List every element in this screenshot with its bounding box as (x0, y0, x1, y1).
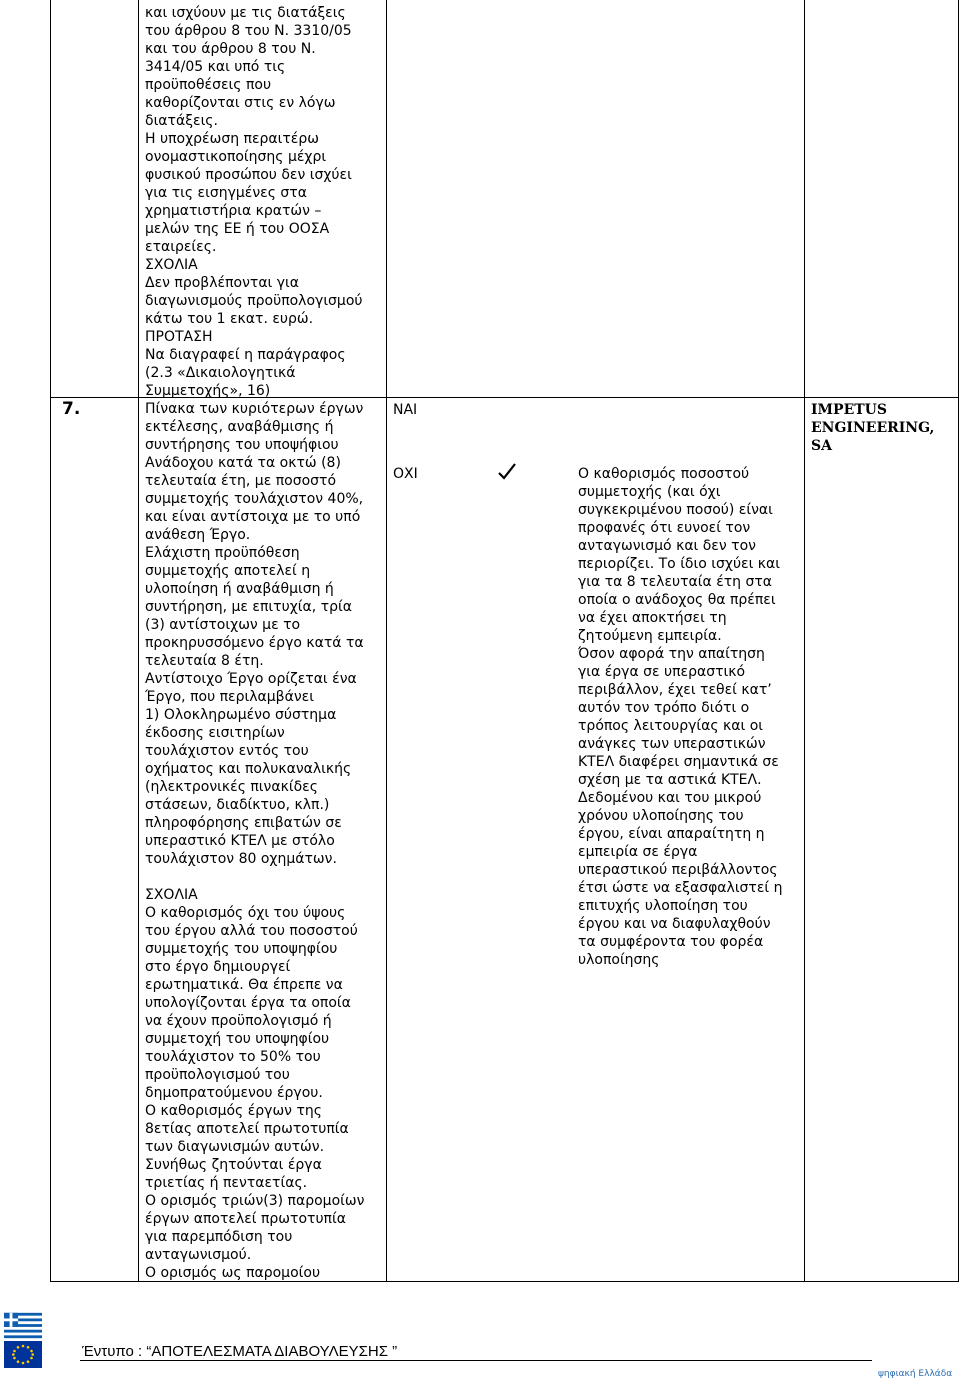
no-option: ΟΧΙ (393, 466, 418, 482)
comment-line: τρόπος λειτουργίας και οι (578, 718, 764, 734)
comment-line: περιβάλλον, έχει τεθεί κατ’ (578, 682, 772, 698)
text-line: προϋπολογισμού του (145, 1067, 290, 1083)
text-line: Έργο, που περιλαμβάνει (145, 689, 314, 705)
comment-line: να έχει αποκτήσει τη (578, 610, 727, 626)
comment-line: εμπειρία σε έργα (578, 844, 698, 860)
comment-line: συγκεκριμένου ποσού) είναι (578, 502, 773, 518)
text-line: στο έργο δημιουργεί (145, 959, 291, 975)
footer-rule (80, 1360, 872, 1361)
text-line: συμμετοχής τουλάχιστον 40%, (145, 491, 364, 507)
text-line: προκηρυσσόμενο έργο κατά τα (145, 635, 364, 651)
text-line: τουλάχιστον το 50% του (145, 1049, 321, 1065)
requirement-text-prev (145, 4, 385, 400)
text-line: συντήρηση, με επιτυχία, τρία (145, 599, 352, 615)
text-line: Πίνακα των κυριότερων έργων (145, 401, 364, 417)
text-line: συμμετοχή του υποψηφίου (145, 1031, 330, 1047)
text-line: (2.3 «Δικαιολογητικά (145, 365, 296, 381)
text-line: Δεν προβλέπονται για (145, 275, 299, 291)
text-line: Ο ορισμός τριών(3) παρομοίων (145, 1193, 365, 1209)
text-line: Ο καθορισμός έργων της (145, 1103, 322, 1119)
text-line: καθορίζονται στις εν λόγω (145, 95, 336, 111)
text-line: και είναι αντίστοιχα με το υπό (145, 509, 361, 525)
comment-line: σχέση με τα αστικά ΚΤΕΛ. (578, 772, 762, 788)
yes-option: ΝΑΙ (393, 402, 418, 418)
comment-line: επιτυχής υλοποίηση του (578, 898, 748, 914)
text-line: Αντίστοιχο Έργο ορίζεται ένα (145, 671, 357, 687)
vendor-line: IMPETUS (811, 402, 887, 418)
text-line: συντήρησης του υποψήφιου (145, 437, 339, 453)
text-line: φυσικού προσώπου δεν ισχύει (145, 167, 352, 183)
vendor-line: SA (811, 438, 832, 454)
text-line: έργων αποτελεί πρωτοτυπία (145, 1211, 346, 1227)
vendor-name (811, 401, 951, 455)
text-line: να έχουν προϋπολογισμό ή (145, 1013, 332, 1029)
text-line: Συμμετοχής», 16) (145, 383, 271, 399)
comment-line: έτσι ώστε να εξασφαλιστεί η (578, 880, 783, 896)
eu-flag-icon (4, 1341, 42, 1368)
comment-line: αυτόν τον τρόπο διότι ο (578, 700, 750, 716)
greek-flag-icon (4, 1312, 42, 1339)
text-line: ΣΧΟΛΙΑ (145, 887, 198, 903)
text-line: για τις εισηγμένες στα (145, 185, 307, 201)
table-border-left (50, 0, 51, 1282)
text-line: Να διαγραφεί η παράγραφος (145, 347, 346, 363)
comment-line: ανταγωνισμό και δεν τον (578, 538, 756, 554)
check-icon (497, 462, 517, 482)
text-line: χρηματιστήρια κρατών – (145, 203, 322, 219)
comment-line: έργου και να διαφυλαχθούν (578, 916, 771, 932)
text-line: 3414/05 και υπό τις (145, 59, 286, 75)
text-line: (ηλεκτρονικές πινακίδες (145, 779, 318, 795)
text-line: των διαγωνισμών αυτών. (145, 1139, 325, 1155)
text-line: συμμετοχής αποτελεί η (145, 563, 311, 579)
comment-line: ΚΤΕΛ διαφέρει σημαντικά σε (578, 754, 779, 770)
text-line: ΣΧΟΛΙΑ (145, 257, 198, 273)
text-line: ανταγωνισμού. (145, 1247, 252, 1263)
comment-line: Ο καθορισμός ποσοστού (578, 466, 750, 482)
text-line: διατάξεις. (145, 113, 218, 129)
text-line: Ελάχιστη προϋπόθεση (145, 545, 300, 561)
comment-line: συμμετοχής (και όχι (578, 484, 721, 500)
text-line: Ο καθορισμός όχι του ύψους (145, 905, 346, 921)
text-line: και ισχύουν με τις διατάξεις (145, 5, 346, 21)
svg-text:ψηφιακή Ελλάδα: ψηφιακή Ελλάδα (878, 1369, 953, 1379)
comment-line: Δεδομένου και του μικρού (578, 790, 762, 806)
text-line: τελευταία 8 έτη. (145, 653, 264, 669)
text-line: μελών της ΕΕ ή του ΟΟΣΑ (145, 221, 330, 237)
comment-line: περιορίζει. Το ίδιο ισχύει και (578, 556, 781, 572)
text-line: ερωτηματικά. Θα έπρεπε να (145, 977, 343, 993)
row-number: 7. (62, 399, 81, 419)
vendor-line: ENGINEERING, (811, 420, 935, 436)
comment-line: προφανές ότι ευνοεί τον (578, 520, 751, 536)
comment-line: τα συμφέροντα του φορέα (578, 934, 764, 950)
text-line: ΠΡΟΤΑΣΗ (145, 329, 213, 345)
response-comment (578, 465, 796, 969)
table-border-right (958, 0, 959, 1282)
text-line: συμμετοχής του υποψηφίου (145, 941, 338, 957)
text-line: τουλάχιστον 80 οχημάτων. (145, 851, 337, 867)
text-line: τριετίας ή πενταετίας. (145, 1175, 308, 1191)
text-line: Ο ορισμός ως παρομοίου (145, 1265, 321, 1281)
text-line: Συνήθως ζητούνται έργα (145, 1157, 322, 1173)
text-line: εκτέλεσης, αναβάθμισης ή (145, 419, 334, 435)
comment-line: ανάγκες των υπεραστικών (578, 736, 766, 752)
text-line: του έργου αλλά του ποσοστού (145, 923, 358, 939)
digital-greece-logo (876, 1362, 956, 1382)
text-line: Η υποχρέωση περαιτέρω (145, 131, 319, 147)
text-line: ονομαστικοποίησης μέχρι (145, 149, 327, 165)
text-line: τουλάχιστον εντός του (145, 743, 309, 759)
text-line: και του άρθρου 8 του Ν. (145, 41, 316, 57)
comment-line: υπεραστικού περιβάλλοντος (578, 862, 778, 878)
text-line: έκδοσης εισιτηρίων (145, 725, 285, 741)
column-divider (804, 0, 805, 1282)
text-line: πληροφόρησης επιβατών σε (145, 815, 342, 831)
text-line: στάσεων, διαδίκτυο, κλπ.) (145, 797, 330, 813)
comment-line: για τα 8 τελευταία έτη στα (578, 574, 773, 590)
text-line: διαγωνισμούς προϋπολογισμού (145, 293, 363, 309)
text-line: προϋποθέσεις που (145, 77, 272, 93)
text-line: κάτω του 1 εκατ. ευρώ. (145, 311, 314, 327)
text-line: 8ετίας αποτελεί πρωτοτυπία (145, 1121, 349, 1137)
text-line: του άρθρου 8 του Ν. 3310/05 (145, 23, 352, 39)
text-line: για παρεμπόδιση του (145, 1229, 293, 1245)
comment-line: Όσον αφορά την απαίτηση (578, 646, 765, 662)
text-line: υλοποίηση ή αναβάθμιση ή (145, 581, 334, 597)
text-line: οχήματος και πολυκαναλικής (145, 761, 352, 777)
comment-line: οποία ο ανάδοχος θα πρέπει (578, 592, 776, 608)
comment-line: υλοποίησης (578, 952, 660, 968)
column-divider (138, 0, 139, 1282)
comment-line: ζητούμενη εμπειρία. (578, 628, 722, 644)
text-line: δημοπρατούμενου έργου. (145, 1085, 323, 1101)
form-title: Έντυπο : “ΑΠΟΤΕΛΕΣΜΑΤΑ ΔΙΑΒΟΥΛΕΥΣΗΣ ” (82, 1343, 398, 1360)
comment-line: για έργα σε υπεραστικό (578, 664, 746, 680)
text-line: εταιρείες. (145, 239, 217, 255)
comment-line: έργου, είναι απαραίτητη η (578, 826, 765, 842)
text-line: Ανάδοχου κατά τα οκτώ (8) (145, 455, 341, 471)
text-line: 1) Ολοκληρωμένο σύστημα (145, 707, 337, 723)
text-line: υπεραστικό ΚΤΕΛ με στόλο (145, 833, 335, 849)
requirement-text (145, 400, 385, 1282)
column-divider (386, 0, 387, 1282)
text-line: ανάθεση Έργο. (145, 527, 251, 543)
text-line: (3) αντίστοιχων με το (145, 617, 301, 633)
comment-line: χρόνου υλοποίησης του (578, 808, 744, 824)
text-line: υπολογίζονται έργα τα οποία (145, 995, 351, 1011)
text-line: τελευταία έτη, με ποσοστό (145, 473, 337, 489)
